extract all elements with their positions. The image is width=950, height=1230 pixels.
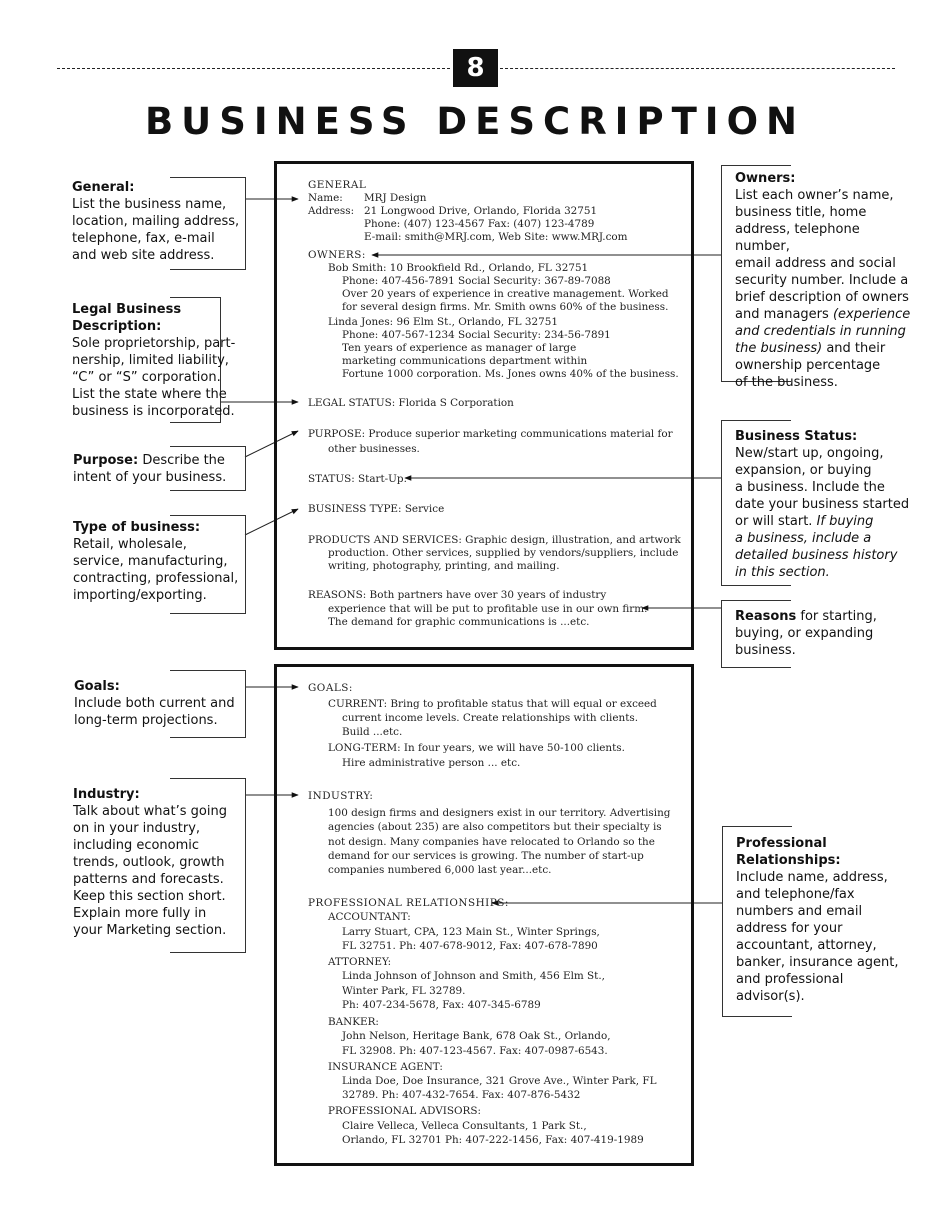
- attorney-label: ATTORNEY:: [328, 956, 392, 968]
- professional-note-title: Relationships:: [736, 853, 841, 868]
- professional-note-line: accountant, attorney,: [736, 938, 877, 953]
- owners-note-italic: the business): [735, 341, 823, 356]
- industry-note: [73, 786, 248, 939]
- reasons-note-line: buying, or expanding: [735, 626, 874, 641]
- purpose-line: PURPOSE: Produce superior marketing communications material for: [308, 428, 673, 440]
- type-note-title: Type of business:: [73, 520, 201, 535]
- owners-note-line: security number. Include a: [735, 273, 909, 288]
- professional-note-line: and professional: [736, 972, 844, 987]
- name-value: MRJ Design: [364, 192, 427, 204]
- goals-longterm-line: LONG-TERM: In four years, we will have 50-100 clients.: [328, 742, 625, 754]
- type-note-line: contracting, professional,: [73, 571, 239, 586]
- owners-note-title: Owners:: [735, 171, 796, 186]
- owners-heading: OWNERS:: [308, 249, 366, 261]
- banker-line: FL 32908. Ph: 407-123-4567. Fax: 407-0987-6543.: [342, 1045, 608, 1057]
- legal-status: LEGAL STATUS: Florida S Corporation: [308, 397, 514, 409]
- general-note-line: location, mailing address,: [72, 214, 240, 229]
- goals-longterm-line: Hire administrative person ... etc.: [342, 757, 521, 769]
- owners-note-line: ownership percentage: [735, 358, 881, 373]
- owners-note-line: business title, home: [735, 205, 867, 220]
- legal-note-line: business is incorporated.: [72, 404, 235, 419]
- owner-line: Bob Smith: 10 Brookfield Rd., Orlando, FL 32751: [328, 262, 589, 274]
- owners-note-italic: (experience: [832, 307, 911, 322]
- status-note-italic: detailed business history: [735, 548, 898, 563]
- status-note-title: Business Status:: [735, 429, 858, 444]
- name-label: Name:: [308, 192, 343, 204]
- reasons-note: [735, 608, 915, 659]
- industry-line: 100 design firms and designers exist in our territory. Advertising: [328, 807, 671, 819]
- industry-note-line: Talk about what’s going: [73, 804, 227, 819]
- professional-note-line: advisor(s).: [736, 989, 805, 1004]
- status-note-line: New/start up, ongoing,: [735, 446, 884, 461]
- professional-note-title: Professional: [736, 836, 827, 851]
- owners-note-italic: and credentials in running: [735, 324, 906, 339]
- purpose-note: [73, 452, 248, 486]
- owners-note-line: address, telephone number,: [735, 222, 860, 254]
- status-line: STATUS: Start-Up.: [308, 473, 407, 485]
- purpose-note-title: Purpose:: [73, 453, 139, 468]
- goals-note-title: Goals:: [74, 679, 120, 694]
- advisors-line: Orlando, FL 32701 Ph: 407-222-1456, Fax: 407-419-1989: [342, 1134, 644, 1146]
- legal-note: [72, 301, 237, 420]
- legal-note-line: Sole proprietorship, part-: [72, 336, 236, 351]
- owners-note-line: email address and social: [735, 256, 896, 271]
- legal-note-title: Description:: [72, 319, 162, 334]
- industry-note-line: Keep this section short.: [73, 889, 226, 904]
- goals-current-line: CURRENT: Bring to profitable status that will equal or exceed: [328, 698, 657, 710]
- goals-current-line: current income levels. Create relationships with clients.: [342, 712, 639, 724]
- address-label: Address:: [308, 205, 355, 217]
- reasons-line: experience that will be put to profitable use in our own firm.: [328, 603, 648, 615]
- reasons-line: REASONS: Both partners have over 30 years of industry: [308, 589, 607, 601]
- type-note-line: service, manufacturing,: [73, 554, 228, 569]
- reasons-note-line: business.: [735, 643, 796, 658]
- industry-note-title: Industry:: [73, 787, 140, 802]
- professional-note-line: numbers and email: [736, 904, 863, 919]
- type-note-line: importing/exporting.: [73, 588, 207, 603]
- owner-line: Linda Jones: 96 Elm St., Orlando, FL 32751: [328, 316, 558, 328]
- goals-heading: GOALS:: [308, 682, 353, 694]
- goals-note: [74, 678, 249, 729]
- purpose-note-line: Describe the: [138, 453, 225, 468]
- industry-line: demand for our services is growing. The number of start-up: [328, 850, 644, 862]
- type-note: [73, 519, 248, 604]
- insurance-label: INSURANCE AGENT:: [328, 1061, 443, 1073]
- owners-note-line: of the business.: [735, 375, 838, 390]
- industry-line: companies numbered 6,000 last year...etc.: [328, 864, 552, 876]
- legal-note-line: List the state where the: [72, 387, 227, 402]
- advisors-line: Claire Velleca, Velleca Consultants, 1 Park St.,: [342, 1120, 587, 1132]
- industry-note-line: your Marketing section.: [73, 923, 227, 938]
- industry-line: agencies (about 235) are also competitors but their specialty is: [328, 821, 662, 833]
- insurance-line: Linda Doe, Doe Insurance, 321 Grove Ave., Winter Park, FL: [342, 1075, 657, 1087]
- owner-line: for several design firms. Mr. Smith owns 60% of the business.: [342, 301, 669, 313]
- owner-line: Ten years of experience as manager of large: [342, 342, 577, 354]
- attorney-line: Linda Johnson of Johnson and Smith, 456 Elm St.,: [342, 970, 605, 982]
- professional-note: [736, 835, 916, 1005]
- advisors-label: PROFESSIONAL ADVISORS:: [328, 1105, 481, 1117]
- professional-note-line: address for your: [736, 921, 843, 936]
- status-note-italic: a business, include a: [735, 531, 872, 546]
- status-note-italic: If buying: [816, 514, 874, 529]
- accountant-line: Larry Stuart, CPA, 123 Main St., Winter Springs,: [342, 926, 600, 938]
- reasons-note-line: for starting,: [796, 609, 877, 624]
- status-note-line: expansion, or buying: [735, 463, 872, 478]
- products-line: production. Other services, supplied by vendors/suppliers, include: [328, 547, 679, 559]
- industry-note-line: Explain more fully in: [73, 906, 207, 921]
- industry-line: not design. Many companies have relocated to Orlando so the: [328, 836, 655, 848]
- legal-note-title: Legal Business: [72, 302, 182, 317]
- status-note-line: date your business started: [735, 497, 910, 512]
- attorney-line: Winter Park, FL 32789.: [342, 985, 466, 997]
- owner-line: Over 20 years of experience in creative management. Worked: [342, 288, 669, 300]
- general-note-title: General:: [72, 180, 135, 195]
- general-heading: GENERAL: [308, 179, 367, 191]
- purpose-note-line: intent of your business.: [73, 470, 227, 485]
- general-note-line: and web site address.: [72, 248, 215, 263]
- professional-note-line: and telephone/fax: [736, 887, 855, 902]
- legal-note-line: “C” or “S” corporation.: [72, 370, 221, 385]
- industry-heading: INDUSTRY:: [308, 790, 374, 802]
- owner-line: Phone: 407-567-1234 Social Security: 234-56-7891: [342, 329, 611, 341]
- status-note-line: a business. Include the: [735, 480, 885, 495]
- owners-note-line: and their: [822, 341, 886, 356]
- industry-note-line: including economic: [73, 838, 200, 853]
- goals-note-line: long-term projections.: [74, 713, 218, 728]
- banker-line: John Nelson, Heritage Bank, 678 Oak St., Orlando,: [342, 1030, 611, 1042]
- owner-line: Fortune 1000 corporation. Ms. Jones owns 40% of the business.: [342, 368, 679, 380]
- industry-note-line: patterns and forecasts.: [73, 872, 224, 887]
- general-phone: Phone: (407) 123-4567 Fax: (407) 123-4789: [364, 218, 595, 230]
- legal-note-line: nership, limited liability,: [72, 353, 229, 368]
- type-note-line: Retail, wholesale,: [73, 537, 187, 552]
- owners-note-line: List each owner’s name,: [735, 188, 894, 203]
- professional-note-line: banker, insurance agent,: [736, 955, 899, 970]
- owners-note: [735, 170, 915, 391]
- products-line: PRODUCTS AND SERVICES: Graphic design, illustration, and artwork: [308, 534, 681, 546]
- insurance-line: 32789. Ph: 407-432-7654. Fax: 407-876-5432: [342, 1089, 581, 1101]
- owner-line: marketing communications department within: [342, 355, 588, 367]
- reasons-line: The demand for graphic communications is ...etc.: [328, 616, 590, 628]
- owners-note-line: brief description of owners: [735, 290, 909, 305]
- goals-note-line: Include both current and: [74, 696, 235, 711]
- general-note-line: telephone, fax, e-mail: [72, 231, 215, 246]
- products-line: writing, photography, printing, and mailing.: [328, 560, 560, 572]
- owner-line: Phone: 407-456-7891 Social Security: 367-89-7088: [342, 275, 611, 287]
- status-note-italic: in this section.: [735, 565, 830, 580]
- industry-note-line: on in your industry,: [73, 821, 201, 836]
- status-note-line: or will start.: [735, 514, 817, 529]
- professional-note-line: Include name, address,: [736, 870, 888, 885]
- general-note-line: List the business name,: [72, 197, 227, 212]
- accountant-line: FL 32751. Ph: 407-678-9012, Fax: 407-678-7890: [342, 940, 598, 952]
- general-email: E-mail: smith@MRJ.com, Web Site: www.MRJ.com: [364, 231, 628, 243]
- professional-heading: PROFESSIONAL RELATIONSHIPS:: [308, 897, 509, 909]
- owners-note-line: and managers: [735, 307, 833, 322]
- attorney-line: Ph: 407-234-5678, Fax: 407-345-6789: [342, 999, 541, 1011]
- general-note: [72, 179, 247, 264]
- reasons-note-title: Reasons: [735, 609, 797, 624]
- status-note: [735, 428, 915, 581]
- accountant-label: ACCOUNTANT:: [328, 911, 411, 923]
- page-number: 8: [453, 49, 498, 87]
- industry-note-line: trends, outlook, growth: [73, 855, 225, 870]
- business-type-line: BUSINESS TYPE: Service: [308, 503, 445, 515]
- goals-current-line: Build ...etc.: [342, 726, 403, 738]
- address-value: 21 Longwood Drive, Orlando, Florida 32751: [364, 205, 598, 217]
- page-title: BUSINESS DESCRIPTION: [144, 100, 805, 143]
- purpose-line: other businesses.: [328, 443, 420, 455]
- banker-label: BANKER:: [328, 1016, 379, 1028]
